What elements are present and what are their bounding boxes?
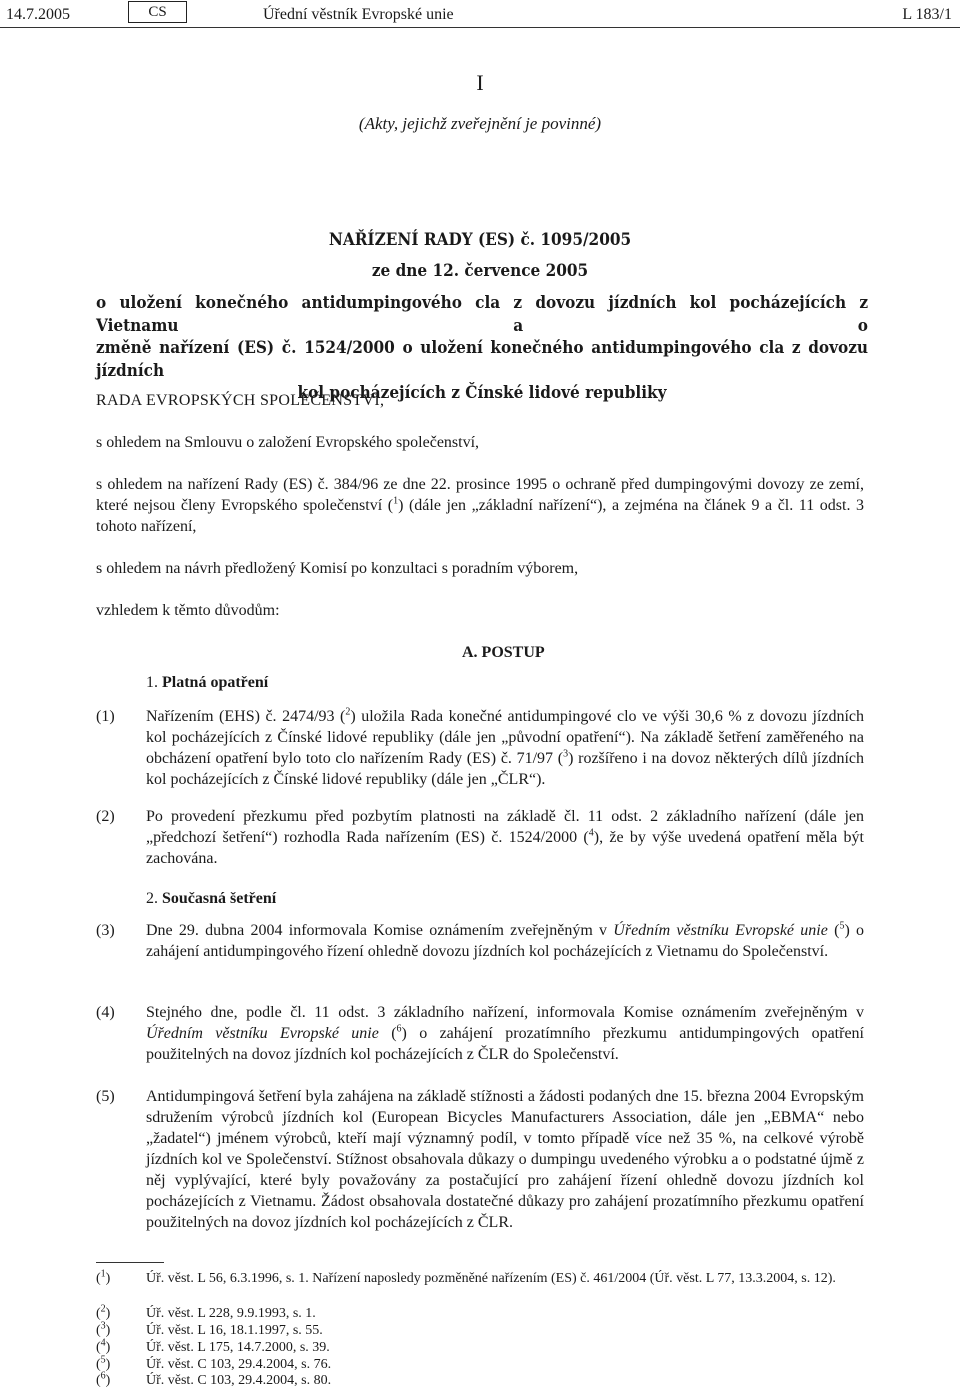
subsection-label: Platná opatření (162, 674, 269, 691)
recital-4 (96, 1002, 864, 1065)
subject-line: změně nařízení (ES) č. 1524/2000 o uložení konečného antidumpingového cla z dovozu jízdních (96, 338, 868, 381)
page-reference: L 183/1 (902, 6, 952, 23)
recital-text-part: ), že by výše uvedená opatření měla být zachována. (146, 829, 865, 867)
footnote-number: ($^2$) (96, 1303, 111, 1321)
recital-text-part: ) o zahájení antidumpingového řízení ohledně dovozu jízdních kol pocházejících z Vietnamu do Společenství. (146, 922, 865, 960)
subsection-number: 2. (146, 890, 158, 907)
footnote-ref[interactable]: 3 (563, 748, 569, 760)
footnote-text: Úř. věst. C 103, 29.4.2004, s. 80. (146, 1373, 332, 1388)
citation-text: s ohledem na nařízení Rady (ES) č. 384/96 ze dne 22. prosince 1995 o ochraně před dumpingovými dovozy ze zemí, které nejsou členy Evropského společenství ( (96, 476, 864, 514)
footnote-number: ($^4$) (96, 1337, 111, 1355)
recital-number: (5) (96, 1088, 115, 1105)
whereas-intro: vzhledem k těmto důvodům: (96, 602, 280, 619)
citation-basic-regulation (96, 474, 864, 537)
regulation-subject (96, 292, 868, 405)
council-heading: RADA EVROPSKÝCH SPOLEČENSTVÍ, (96, 392, 385, 409)
section-a-heading: A. POSTUP (462, 644, 545, 661)
recital-text-part: ) rozšířeno i na dovoz některých dílů jízdních kol pocházejících z Čínské lidové republiky (dále jen „ČLR“). (146, 750, 864, 788)
footnote-marker: 5 (100, 1354, 106, 1366)
footnote-ref[interactable]: 6 (396, 1023, 402, 1035)
recital-text-part: ( (827, 922, 840, 939)
journal-reference: Úředním věstníku Evropské unie (613, 922, 828, 939)
language-badge: CS (128, 1, 187, 23)
citation-text: ) (dále jen „základní nařízení“), a zejména na článek 9 a čl. 11 odst. 3 tohoto nařízení, (96, 497, 865, 535)
subject-line: o uložení konečného antidumpingového cla z dovozu jízdních kol pocházejících z Vietnamu a o (96, 293, 868, 336)
subsection-1-heading (146, 674, 268, 692)
recital-text-part: ) uložila Rada konečné antidumpingové clo ve výši 30,6 % z dovozu jízdních kol pocházejících z Čínské lidové republiky (dále jen „původní opatření“). Na základě šetření zaměřeného na obcházení opatření bylo toto clo nařízením Rady (ES) č. 71/97 ( (146, 708, 865, 767)
recital-2 (96, 806, 864, 869)
footnote-text: Úř. věst. L 175, 14.7.2000, s. 39. (146, 1340, 330, 1355)
footnote-marker: 6 (100, 1370, 106, 1382)
footnote-number: ($^5$) (96, 1354, 111, 1372)
citation-treaty: s ohledem na Smlouvu o založení Evropského společenství, (96, 434, 480, 451)
recital-text (146, 920, 864, 962)
recital-number: (1) (96, 708, 115, 725)
page-header (0, 0, 960, 30)
citation-commission: s ohledem na návrh předložený Komisí po konzultaci s poradním výborem, (96, 560, 579, 577)
recital-text-part: ( (378, 1025, 397, 1042)
journal-reference: Úředním věstníku Evropské unie (146, 1025, 379, 1042)
subject-line: kol pocházejících z Čínské lidové republiky (297, 383, 667, 403)
recital-text (146, 806, 864, 869)
acts-heading: (Akty, jejichž zveřejnění je povinné) (358, 114, 602, 133)
recital-text-part: ) o zahájení prozatímního přezkumu antidumpingových opatření použitelných na dovoz jízdních kol pocházejících z ČLR do Společenství. (146, 1025, 864, 1063)
recital-text-part: Stejného dne, podle čl. 11 odst. 3 základního nařízení, informovala Komise oznámením zveřejněným v (146, 1004, 864, 1021)
journal-title: Úřední věstník Evropské unie (263, 6, 454, 23)
recital-text-part: Nařízením (EHS) č. 2474/93 ( (146, 708, 346, 725)
footnote-marker: 2 (100, 1303, 106, 1315)
footnote-text: Úř. věst. C 103, 29.4.2004, s. 76. (146, 1357, 332, 1372)
footnote-ref[interactable]: 4 (588, 827, 594, 839)
footnote-rule (96, 1262, 164, 1263)
footnote-ref[interactable]: 2 (345, 706, 351, 718)
footnote-ref[interactable]: 1 (393, 495, 399, 507)
recital-text-part: Po provedení přezkumu před pozbytím platnosti na základě čl. 11 odst. 2 základního nařízení (dále jen „předchozí šetření“) rozhodla Rada nařízením (ES) č. 1524/2000 ( (146, 808, 864, 846)
recital-text: Antidumpingová šetření byla zahájena na základě stížnosti a žádosti podaných dne 15. března 2004 Evropským sdružením výrobců jízdních kol (European Bicycles Manufacturers Association, dále jen „EBMA“ nebo „žadatel“) jménem výrobců, kteří mají významný podíl, v tomto případě více než 35 %, na celkové výrobě jízdních kol ve Společenství. Stížnost obsahovala důkazy o dumpingu uvedeného výrobku a o podstatné újmě z něj vyplývající, které byly považovány za postačující pro zahájení řízení ohledně dovozu jízdních kol pocházejících z Vietnamu. Žádost obsahovala dostatečné důkazy pro zahájení prozatímního přezkumu opatření použitelných na dovoz jízdních kol pocházejících z ČLR. (146, 1088, 864, 1231)
footnote-text: Úř. věst. L 16, 18.1.1997, s. 55. (146, 1323, 323, 1338)
recital-number: (2) (96, 808, 115, 825)
footnote-number: ($^3$) (96, 1320, 111, 1338)
recital-number: (3) (96, 922, 115, 939)
footnote-text: Úř. věst. L 56, 6.3.1996, s. 1. Nařízení naposledy pozměněné nařízením (ES) č. 461/2004 (Úř. věst. L 77, 13.3.2004, s. 12). (146, 1271, 836, 1286)
footnote-number: ($^6$) (96, 1370, 111, 1388)
footnote-text: Úř. věst. L 228, 9.9.1993, s. 1. (146, 1306, 316, 1321)
footnote-marker: 4 (100, 1337, 106, 1349)
publication-date: 14.7.2005 (6, 6, 70, 23)
subsection-number: 1. (146, 674, 158, 691)
recital-3 (96, 920, 864, 983)
regulation-date: ze dne 12. července 2005 (371, 261, 589, 281)
recital-5 (96, 1086, 864, 1254)
subsection-label: Současná šetření (162, 890, 277, 907)
recital-1 (96, 706, 864, 790)
recital-text (146, 1002, 864, 1065)
regulation-title: NAŘÍZENÍ RADY (ES) č. 1095/2005 (328, 230, 632, 250)
footnote-number: ($^1$) (96, 1268, 111, 1286)
recital-text-part: Dne 29. dubna 2004 informovala Komise oznámením zveřejněným v (146, 922, 614, 939)
footnote-marker: 3 (100, 1320, 106, 1332)
part-number: I (476, 70, 484, 95)
subsection-2-heading (146, 890, 276, 908)
footnote-ref[interactable]: 5 (839, 920, 845, 932)
header-rule (0, 27, 960, 28)
footnote-marker: 1 (100, 1268, 106, 1280)
recital-number: (4) (96, 1004, 115, 1021)
recital-text (146, 706, 864, 790)
